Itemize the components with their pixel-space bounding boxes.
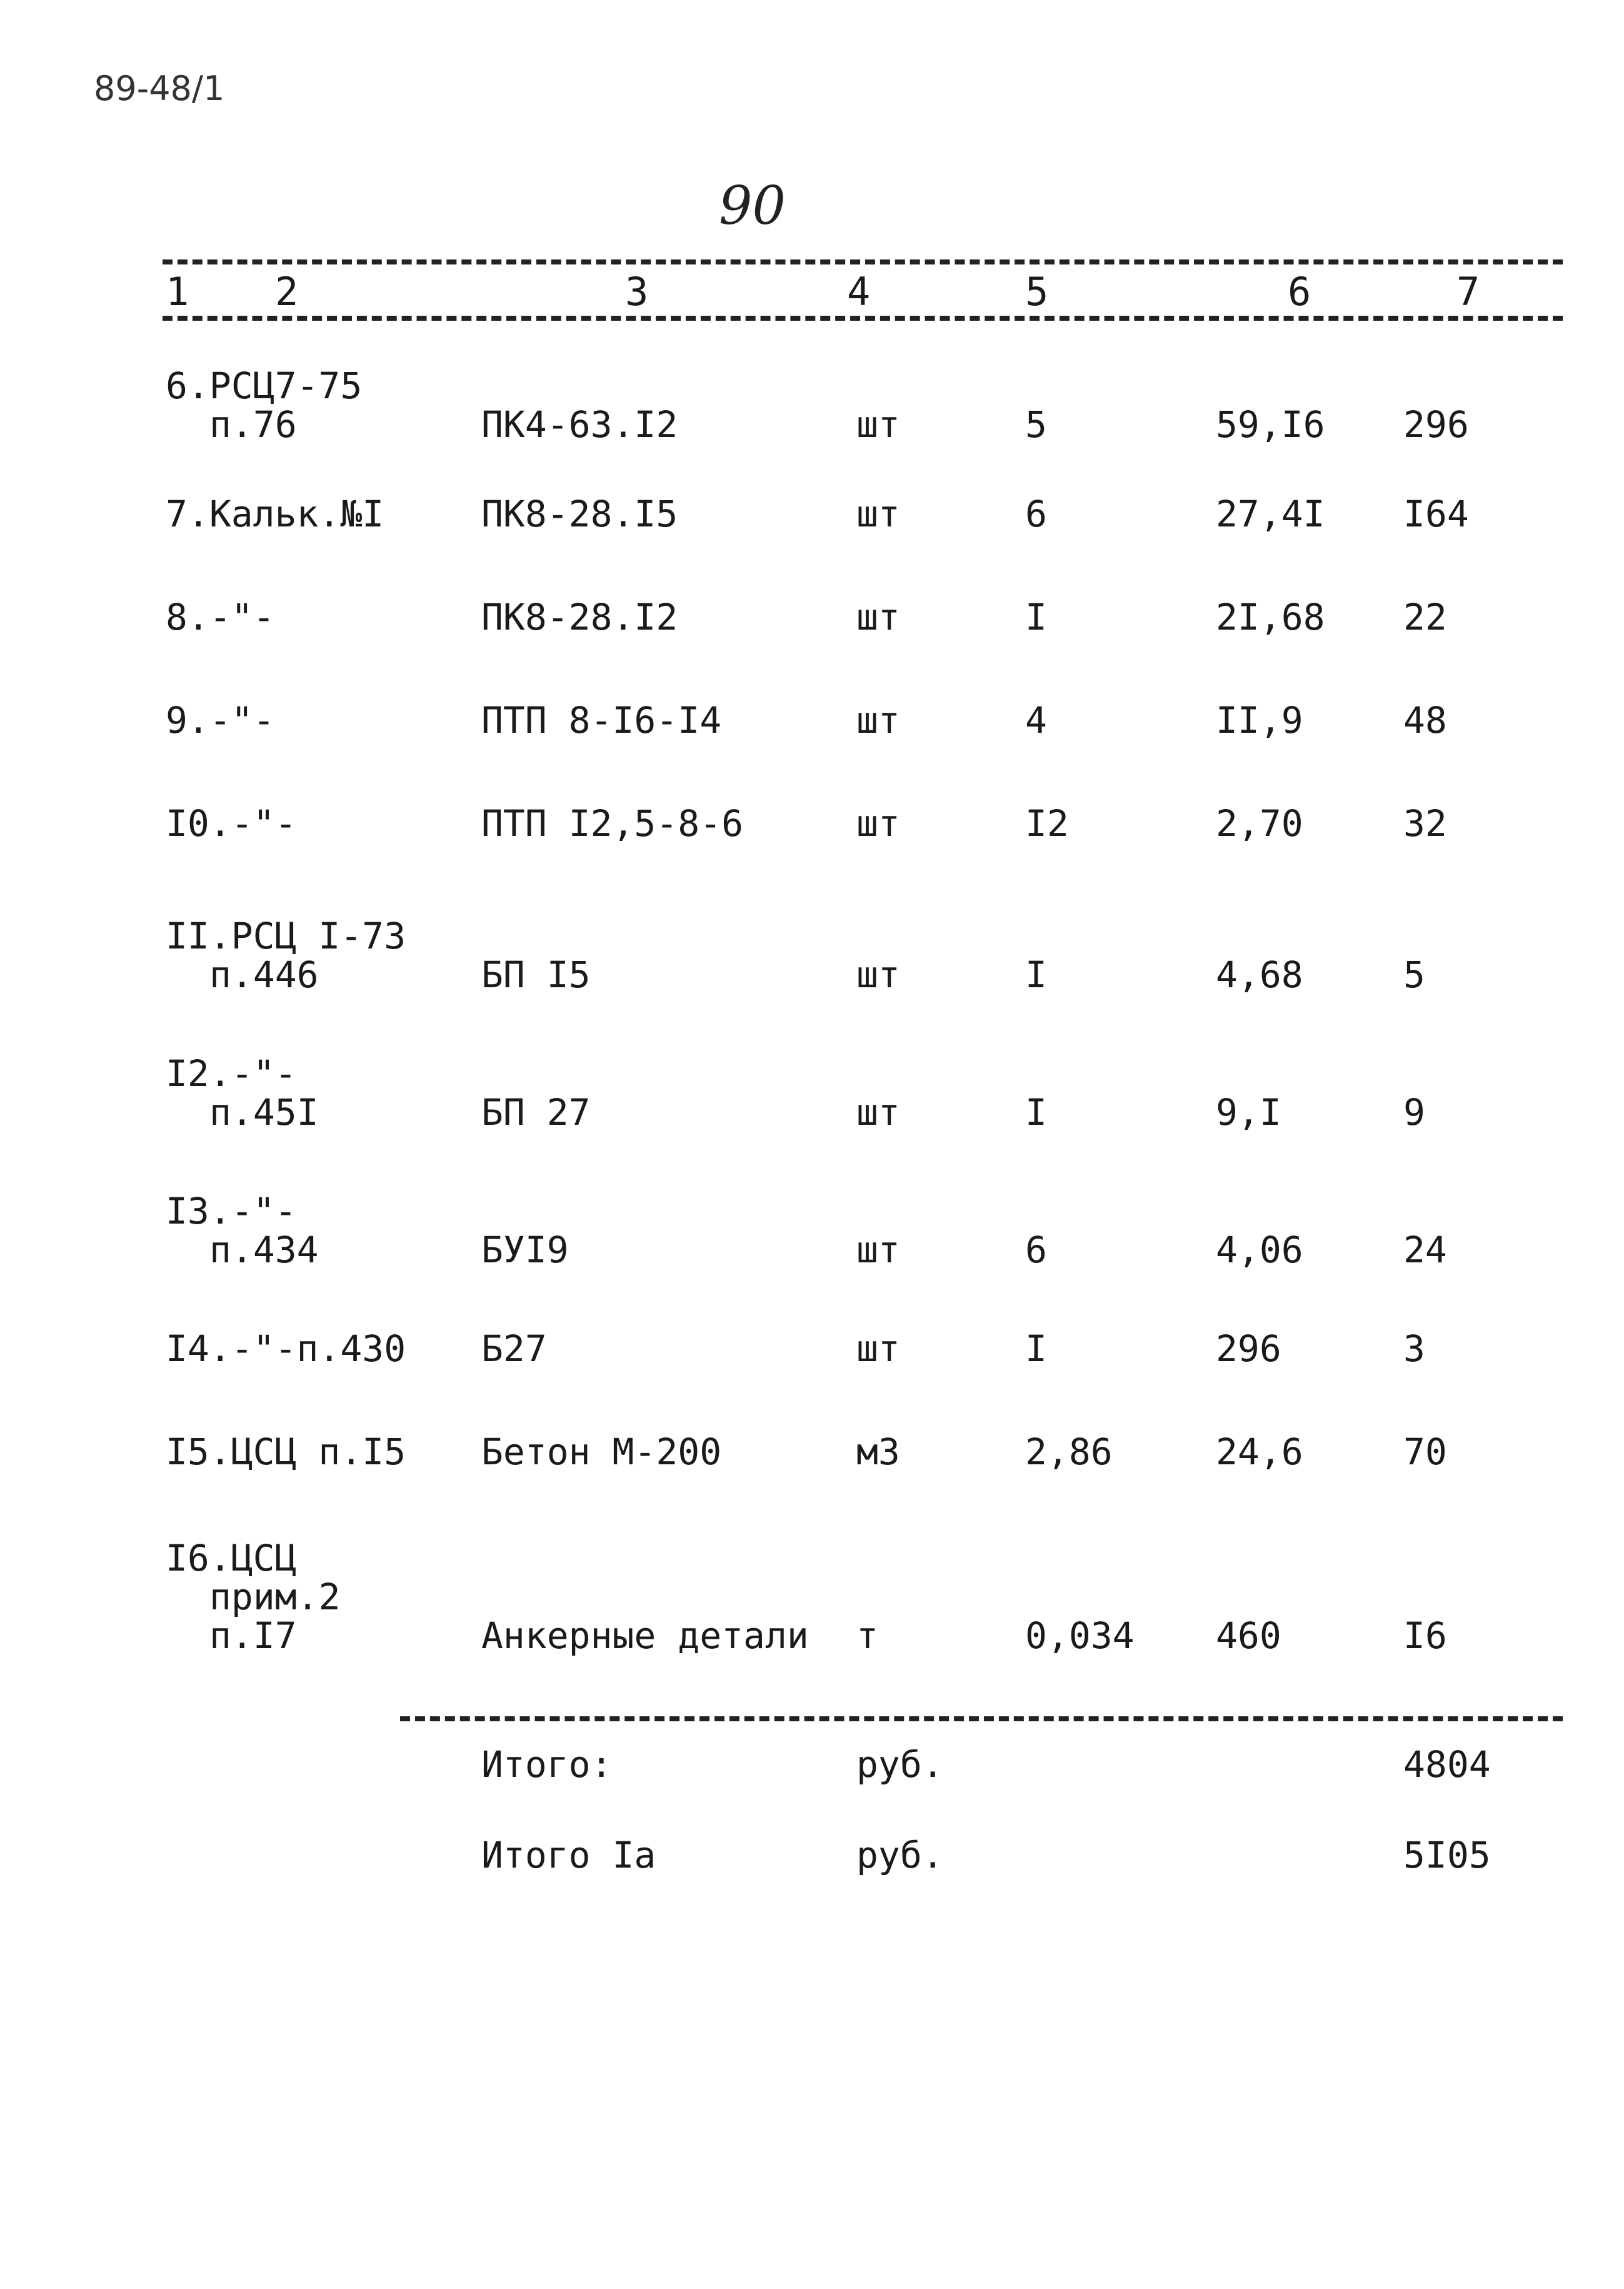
row-reference: I0.-"-: [166, 802, 297, 845]
row-reference: II.РСЦ I-73: [166, 915, 406, 957]
row-item-code: Анкерные детали: [481, 1614, 809, 1657]
row-quantity: I2: [1025, 802, 1069, 845]
row-unit-price: 296: [1216, 1327, 1281, 1370]
row-unit: шт: [856, 403, 900, 446]
row-unit: шт: [856, 1091, 900, 1134]
row-reference: прим.2: [209, 1576, 341, 1618]
row-item-code: БП 27: [481, 1091, 591, 1134]
row-item-code: Б27: [481, 1327, 547, 1370]
row-quantity: 6: [1025, 1229, 1047, 1271]
row-total: 32: [1403, 802, 1447, 845]
row-quantity: I: [1025, 1091, 1047, 1134]
row-reference: 9.-"-: [166, 699, 275, 742]
column-header-5: 5: [1025, 269, 1050, 314]
column-header-7: 7: [1456, 269, 1481, 314]
row-total: 9: [1403, 1091, 1425, 1134]
row-quantity: 2,86: [1025, 1431, 1113, 1473]
totals-rule: [400, 1716, 1563, 1721]
row-quantity: 6: [1025, 493, 1047, 535]
row-quantity: I: [1025, 1327, 1047, 1370]
row-reference: 8.-"-: [166, 596, 275, 638]
row-reference: п.45I: [209, 1091, 319, 1134]
row-item-code: БП I5: [481, 953, 591, 996]
row-unit-price: 460: [1216, 1614, 1281, 1657]
column-header-4: 4: [847, 269, 872, 314]
page-number: 90: [719, 175, 786, 236]
header-bottom-rule: [163, 316, 1563, 321]
row-unit: м3: [856, 1431, 900, 1473]
row-reference: I3.-"-: [166, 1190, 297, 1232]
row-unit: шт: [856, 596, 900, 638]
row-reference: п.434: [209, 1229, 319, 1271]
row-total: 3: [1403, 1327, 1425, 1370]
row-quantity: 0,034: [1025, 1614, 1135, 1657]
row-item-code: ПК8-28.I2: [481, 596, 678, 638]
row-quantity: I: [1025, 596, 1047, 638]
column-header-3: 3: [625, 269, 650, 314]
row-unit-price: 2I,68: [1216, 596, 1325, 638]
row-unit: т: [856, 1614, 878, 1657]
row-total: I6: [1403, 1614, 1447, 1657]
row-unit: шт: [856, 493, 900, 535]
row-unit-price: 2,70: [1216, 802, 1303, 845]
row-reference: п.76: [209, 403, 297, 446]
row-item-code: ПК8-28.I5: [481, 493, 678, 535]
row-reference: п.446: [209, 953, 319, 996]
row-unit: шт: [856, 953, 900, 996]
row-total: 48: [1403, 699, 1447, 742]
column-header-2: 2: [275, 269, 300, 314]
row-total: 70: [1403, 1431, 1447, 1473]
column-header-6: 6: [1288, 269, 1313, 314]
row-total: I64: [1403, 493, 1469, 535]
corner-code: 89-48/1: [94, 69, 225, 108]
row-total: 296: [1403, 403, 1469, 446]
row-unit-price: 9,I: [1216, 1091, 1281, 1134]
row-total: 5: [1403, 953, 1425, 996]
row-reference: I5.ЦСЦ п.I5: [166, 1431, 406, 1473]
row-unit-price: 27,4I: [1216, 493, 1325, 535]
totals-label: Итого Iа: [481, 1834, 656, 1876]
row-unit: шт: [856, 699, 900, 742]
row-reference: I2.-"-: [166, 1052, 297, 1095]
row-item-code: Бетон М-200: [481, 1431, 722, 1473]
totals-value: 4804: [1403, 1743, 1491, 1786]
row-item-code: БУI9: [481, 1229, 569, 1271]
row-item-code: ПТП I2,5-8-6: [481, 802, 744, 845]
column-header-1: 1: [166, 269, 191, 314]
row-unit-price: 4,06: [1216, 1229, 1303, 1271]
row-quantity: I: [1025, 953, 1047, 996]
row-quantity: 5: [1025, 403, 1047, 446]
row-total: 24: [1403, 1229, 1447, 1271]
totals-value: 5I05: [1403, 1834, 1491, 1876]
row-unit: шт: [856, 802, 900, 845]
row-unit: шт: [856, 1229, 900, 1271]
totals-unit: руб.: [856, 1743, 944, 1786]
row-unit-price: 4,68: [1216, 953, 1303, 996]
totals-unit: руб.: [856, 1834, 944, 1876]
row-item-code: ПК4-63.I2: [481, 403, 678, 446]
row-unit-price: II,9: [1216, 699, 1303, 742]
row-reference: 7.Кальк.№I: [166, 493, 384, 535]
row-unit: шт: [856, 1327, 900, 1370]
row-total: 22: [1403, 596, 1447, 638]
totals-label: Итого:: [481, 1743, 613, 1786]
row-reference: 6.РСЦ7-75: [166, 365, 363, 407]
row-unit-price: 59,I6: [1216, 403, 1325, 446]
row-item-code: ПТП 8-I6-I4: [481, 699, 722, 742]
row-reference: I6.ЦСЦ: [166, 1537, 297, 1579]
row-reference: п.I7: [209, 1614, 297, 1657]
header-top-rule: [163, 259, 1563, 264]
row-unit-price: 24,6: [1216, 1431, 1303, 1473]
row-reference: I4.-"-п.430: [166, 1327, 406, 1370]
row-quantity: 4: [1025, 699, 1047, 742]
